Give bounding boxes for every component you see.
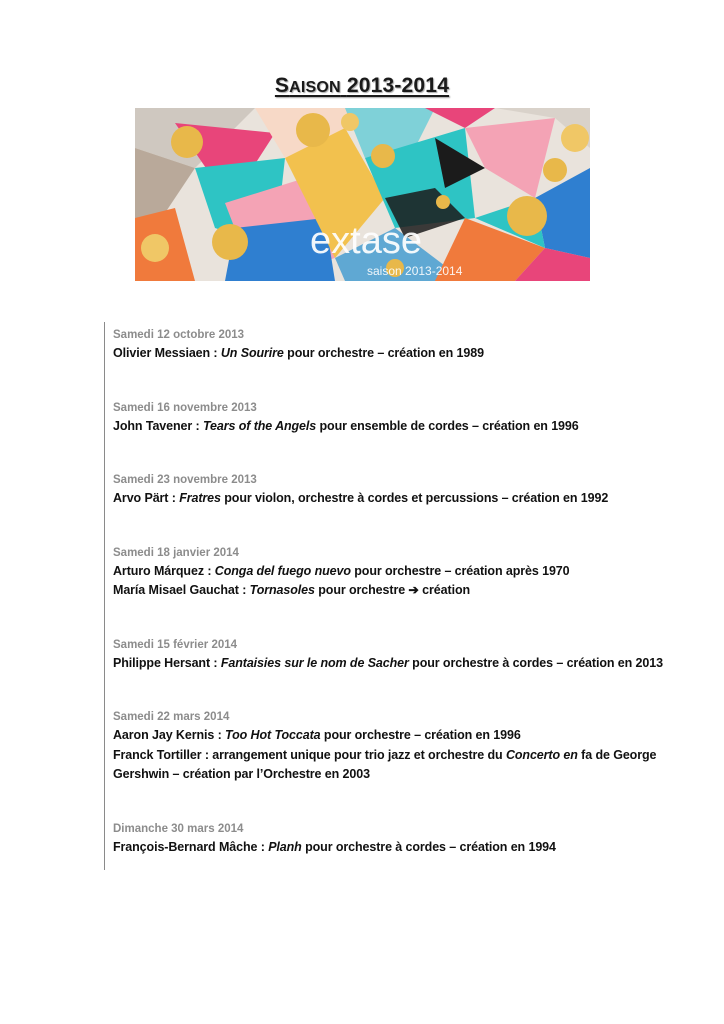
programme-line: Franck Tortiller : arrangement unique pour trio jazz et orchestre du Concerto en fa de George xyxy=(113,747,657,762)
programme-line: Aaron Jay Kernis : Too Hot Toccata pour orchestre – création en 1996 xyxy=(113,728,521,742)
concert-entry xyxy=(113,471,704,509)
programme-line: Gershwin – création par l’Orchestre en 2003 xyxy=(113,767,370,781)
concert-date: Samedi 18 janvier 2014 xyxy=(113,546,239,559)
concert-date: Samedi 22 mars 2014 xyxy=(113,711,230,723)
concert-date: Samedi 15 février 2014 xyxy=(113,638,238,651)
concert-date: Dimanche 30 mars 2014 xyxy=(113,822,244,835)
title-smallcaps: AISON xyxy=(289,79,341,96)
concert-date: Samedi 23 novembre 2013 xyxy=(113,474,257,486)
concert-entry xyxy=(113,820,704,858)
programme-line: François-Bernard Mâche : Planh pour orchestre à cordes – création en 1994 xyxy=(113,839,556,854)
programme-line: Philippe Hersant : Fantaisies sur le nom de Sacher pour orchestre à cordes – création en 2013 xyxy=(113,655,663,670)
programme-line: Arvo Pärt : Fratres pour violon, orchestre à cordes et percussions – création en 1992 xyxy=(113,491,609,505)
programme-line: María Misael Gauchat : Tornasoles pour orchestre ➔ création xyxy=(113,583,471,597)
season-banner-image xyxy=(135,108,590,281)
programme-line: John Tavener : Tears of the Angels pour ensemble de cordes – création en 1996 xyxy=(113,418,579,433)
banner-logo-text: extase xyxy=(310,220,422,262)
banner-subtitle: saison 2013-2014 xyxy=(367,264,463,278)
concert-entry xyxy=(113,326,704,364)
programme-line: Olivier Messiaen : Un Sourire pour orchestre – création en 1989 xyxy=(113,346,484,360)
concert-entry xyxy=(113,636,704,674)
title-initial: S xyxy=(274,74,290,97)
concert-entry xyxy=(113,544,704,601)
programme-line: Arturo Márquez : Conga del fuego nuevo pour orchestre – création après 1970 xyxy=(113,563,570,578)
concert-list xyxy=(104,322,704,870)
concert-entry xyxy=(113,708,704,785)
concert-date: Samedi 12 octobre 2013 xyxy=(113,329,245,341)
concert-entry xyxy=(113,399,704,437)
page-title xyxy=(0,74,724,98)
title-years: 2013-2014 xyxy=(346,74,450,97)
concert-date: Samedi 16 novembre 2013 xyxy=(113,401,257,414)
